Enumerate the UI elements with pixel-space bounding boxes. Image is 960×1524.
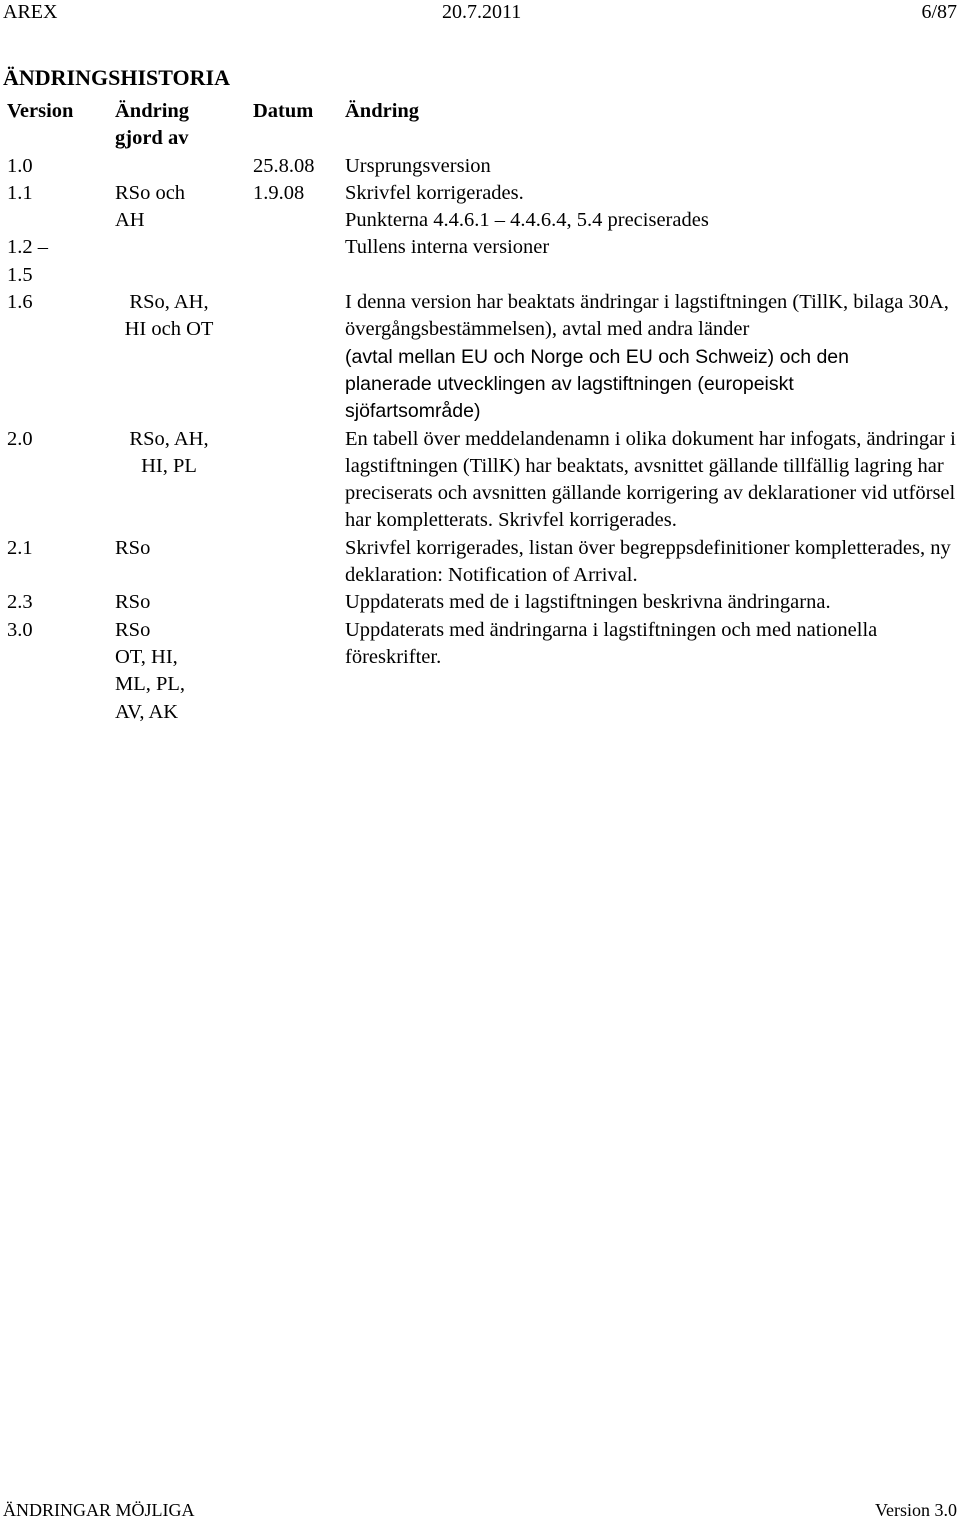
cell-changed-by: RSo [115, 591, 151, 614]
table-row [0, 289, 960, 425]
page-footer [0, 1498, 960, 1524]
cell-change: Tullens interna versioner [345, 236, 550, 259]
footer-version: Version 3.0 [875, 1500, 957, 1520]
cell-date [253, 426, 345, 535]
cell-version: 1.1 [7, 181, 33, 204]
column-header-date: Datum [253, 100, 314, 122]
table-header-row [0, 98, 960, 153]
footer-notice: ÄNDRINGAR MÖJLIGA [3, 1500, 195, 1520]
cell-changed-by [115, 153, 253, 180]
cell-changed-by: RSo och AH [115, 181, 186, 232]
cell-changed-by: RSo, AH, HI och OT [124, 291, 214, 341]
table-row [0, 617, 960, 726]
cell-change: Ursprungsversion [345, 154, 491, 177]
header-date: 20.7.2011 [442, 1, 522, 23]
cell-change [345, 289, 960, 425]
cell-date [253, 289, 345, 425]
cell-changed-by [115, 234, 253, 289]
cell-change-sans-text: (avtal mellan EU och Norge och EU och Schweiz) och den planerade utvecklingen av lagstiftningen (europeiskt sjöfartsområde) [345, 345, 849, 423]
cell-changed-by: RSo [115, 536, 151, 559]
page-header [0, 0, 960, 26]
cell-change: Uppdaterats med de i lagstiftningen beskrivna ändringarna. [345, 591, 831, 614]
cell-date: 25.8.08 [253, 154, 315, 177]
cell-date [253, 589, 345, 616]
cell-changed-by: RSo OT, HI, ML, PL, AV, AK [115, 618, 186, 723]
table-row [0, 589, 960, 616]
table-row [0, 426, 960, 535]
cell-change: En tabell över meddelandenamn i olika dokument har infogats, ändringar i lagstiftningen (TillK) har beaktats, avsnittet gällande tillfällig lagring har preciserats och avsnitten gällande korrigering av deklarationer vid utförsel har kompletterats. Skrivfel korrigerades. [345, 427, 956, 532]
header-doc-name: AREX [3, 1, 58, 23]
cell-date: 1.9.08 [253, 181, 305, 204]
table-row [0, 180, 960, 235]
header-page-number: 6/87 [921, 1, 957, 23]
cell-version: 1.6 [7, 291, 33, 314]
cell-version: 2.3 [7, 591, 33, 614]
cell-changed-by: RSo, AH, HI, PL [129, 427, 209, 477]
cell-change: Skrivfel korrigerades. Punkterna 4.4.6.1 – 4.4.6.4, 5.4 preciserades [345, 181, 709, 232]
cell-version: 3.0 [7, 618, 33, 641]
table-row [0, 535, 960, 590]
cell-change: Uppdaterats med ändringarna i lagstiftningen och med nationella föreskrifter. [345, 618, 878, 668]
cell-version: 2.1 [7, 536, 33, 559]
cell-change-serif-text: I denna version har beaktats ändringar i lagstiftningen (TillK, bilaga 30A, övergångsbestämmelsen), avtal med andra länder [345, 291, 949, 341]
table-row [0, 153, 960, 180]
column-header-change: Ändring [345, 100, 420, 122]
change-history-table [0, 98, 960, 726]
table-row [0, 234, 960, 289]
cell-date [253, 617, 345, 726]
cell-version: 1.2 – 1.5 [7, 236, 48, 286]
cell-version: 2.0 [7, 427, 33, 450]
cell-date [253, 234, 345, 289]
column-header-changed-by: Ändring gjord av [115, 100, 190, 150]
column-header-version: Version [7, 100, 74, 122]
cell-version: 1.0 [7, 154, 33, 177]
cell-change: Skrivfel korrigerades, listan över begreppsdefinitioner kompletterades, ny deklaration: Notification of Arrival. [345, 536, 951, 587]
page-title: ÄNDRINGSHISTORIA [3, 65, 230, 90]
cell-date [253, 535, 345, 590]
